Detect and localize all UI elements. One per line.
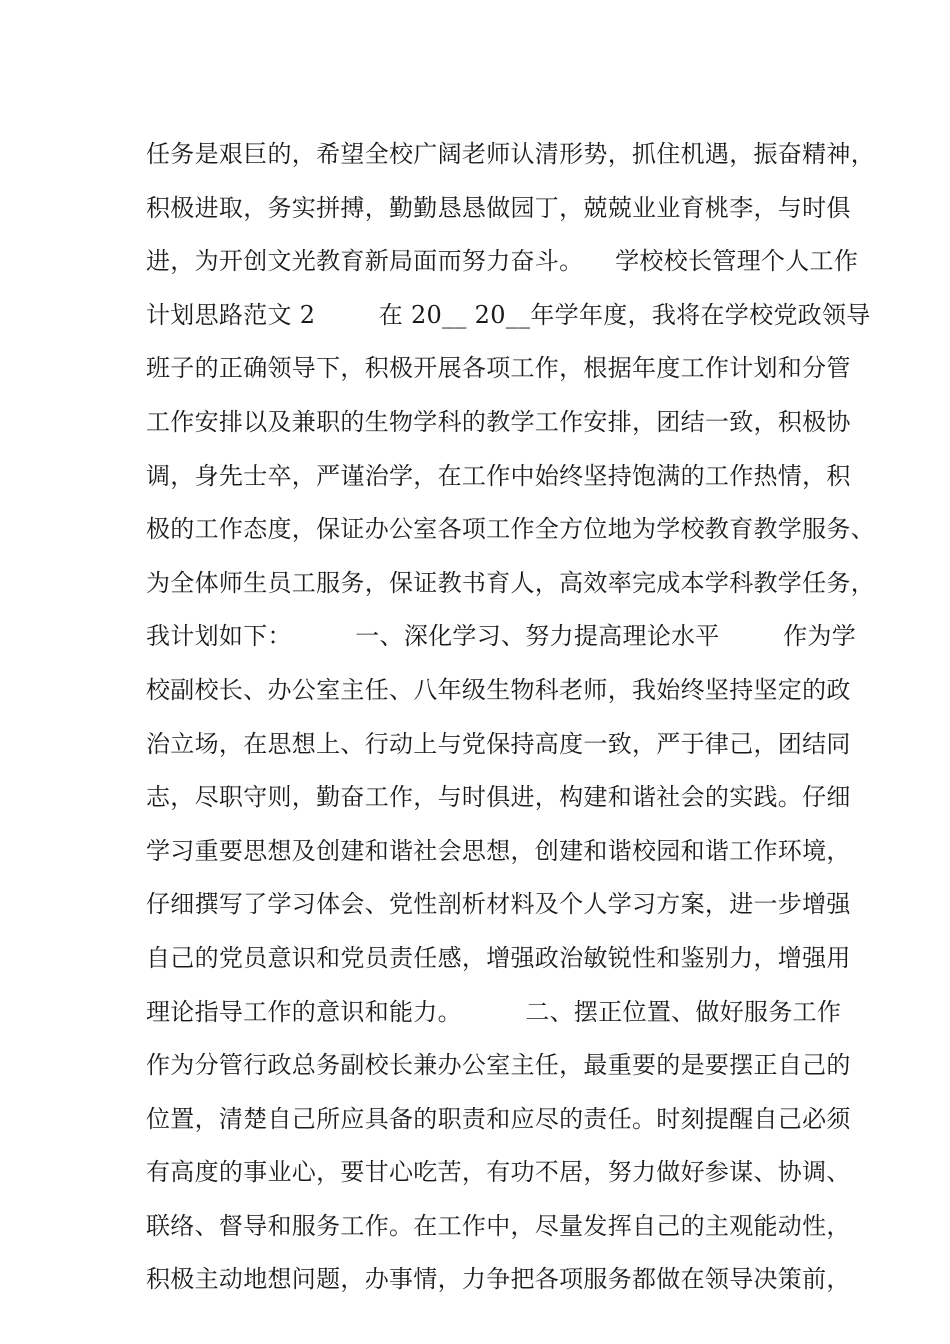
text-line: 校副校长、办公室主任、八年级生物科老师，我始终坚持坚定的政 (146, 675, 851, 704)
text-line: 进，为开创文光教育新局面而努力奋斗。 学校校长管理个人工作 (146, 247, 859, 276)
text-line: 班子的正确领导下，积极开展各项工作，根据年度工作计划和分管 (146, 354, 851, 383)
text-line: 作为分管行政总务副校长兼办公室主任，最重要的是要摆正自己的 (146, 1051, 851, 1080)
text-line: 任务是艰巨的，希望全校广阔老师认清形势，抓住机遇，振奋精神， (146, 140, 875, 168)
text-line: 学习重要思想及创建和谐社会思想，创建和谐校园和谐工作环境， (146, 836, 851, 865)
text-line: 理论指导工作的意识和能力。 二、摆正位置、做好服务工作 (146, 997, 842, 1026)
text-line: 积极进取，务实拼搏，勤勤恳恳做园丁，兢兢业业育桃李，与时俱 (146, 193, 851, 222)
text-line: 计划思路范文 2 在 20__ 20__年学年度，我将在学校党政领导 (146, 300, 871, 329)
text-line: 我计划如下： 一、深化学习、努力提高理论水平 作为学 (146, 622, 857, 651)
text-line: 积极主动地想问题，办事情，力争把各项服务都做在领导决策前， (146, 1265, 851, 1294)
text-line: 志，尽职守则，勤奋工作，与时俱进，构建和谐社会的实践。仔细 (146, 783, 851, 812)
text-line: 有高度的事业心，要甘心吃苦，有功不居，努力做好参谋、协调、 (146, 1158, 851, 1187)
text-line: 工作安排以及兼职的生物学科的教学工作安排，团结一致，积极协 (146, 407, 851, 436)
text-line: 位置，清楚自己所应具备的职责和应尽的责任。时刻提醒自己必须 (146, 1104, 851, 1133)
text-line: 仔细撰写了学习体会、党性剖析材料及个人学习方案，进一步增强 (146, 890, 851, 919)
text-line: 治立场，在思想上、行动上与党保持高度一致，严于律己，团结同 (146, 729, 851, 758)
text-line: 联络、督导和服务工作。在工作中，尽量发挥自己的主观能动性， (146, 1211, 851, 1240)
text-line: 为全体师生员工服务，保证教书育人，高效率完成本学科教学任务， (146, 568, 875, 597)
text-line: 极的工作态度，保证办公室各项工作全方位地为学校教育教学服务、 (146, 515, 875, 544)
text-line: 调，身先士卒，严谨治学，在工作中始终坚持饱满的工作热情，积 (146, 461, 851, 490)
body-text (146, 128, 875, 1307)
text-line: 自己的党员意识和党员责任感，增强政治敏锐性和鉴别力，增强用 (146, 943, 851, 972)
